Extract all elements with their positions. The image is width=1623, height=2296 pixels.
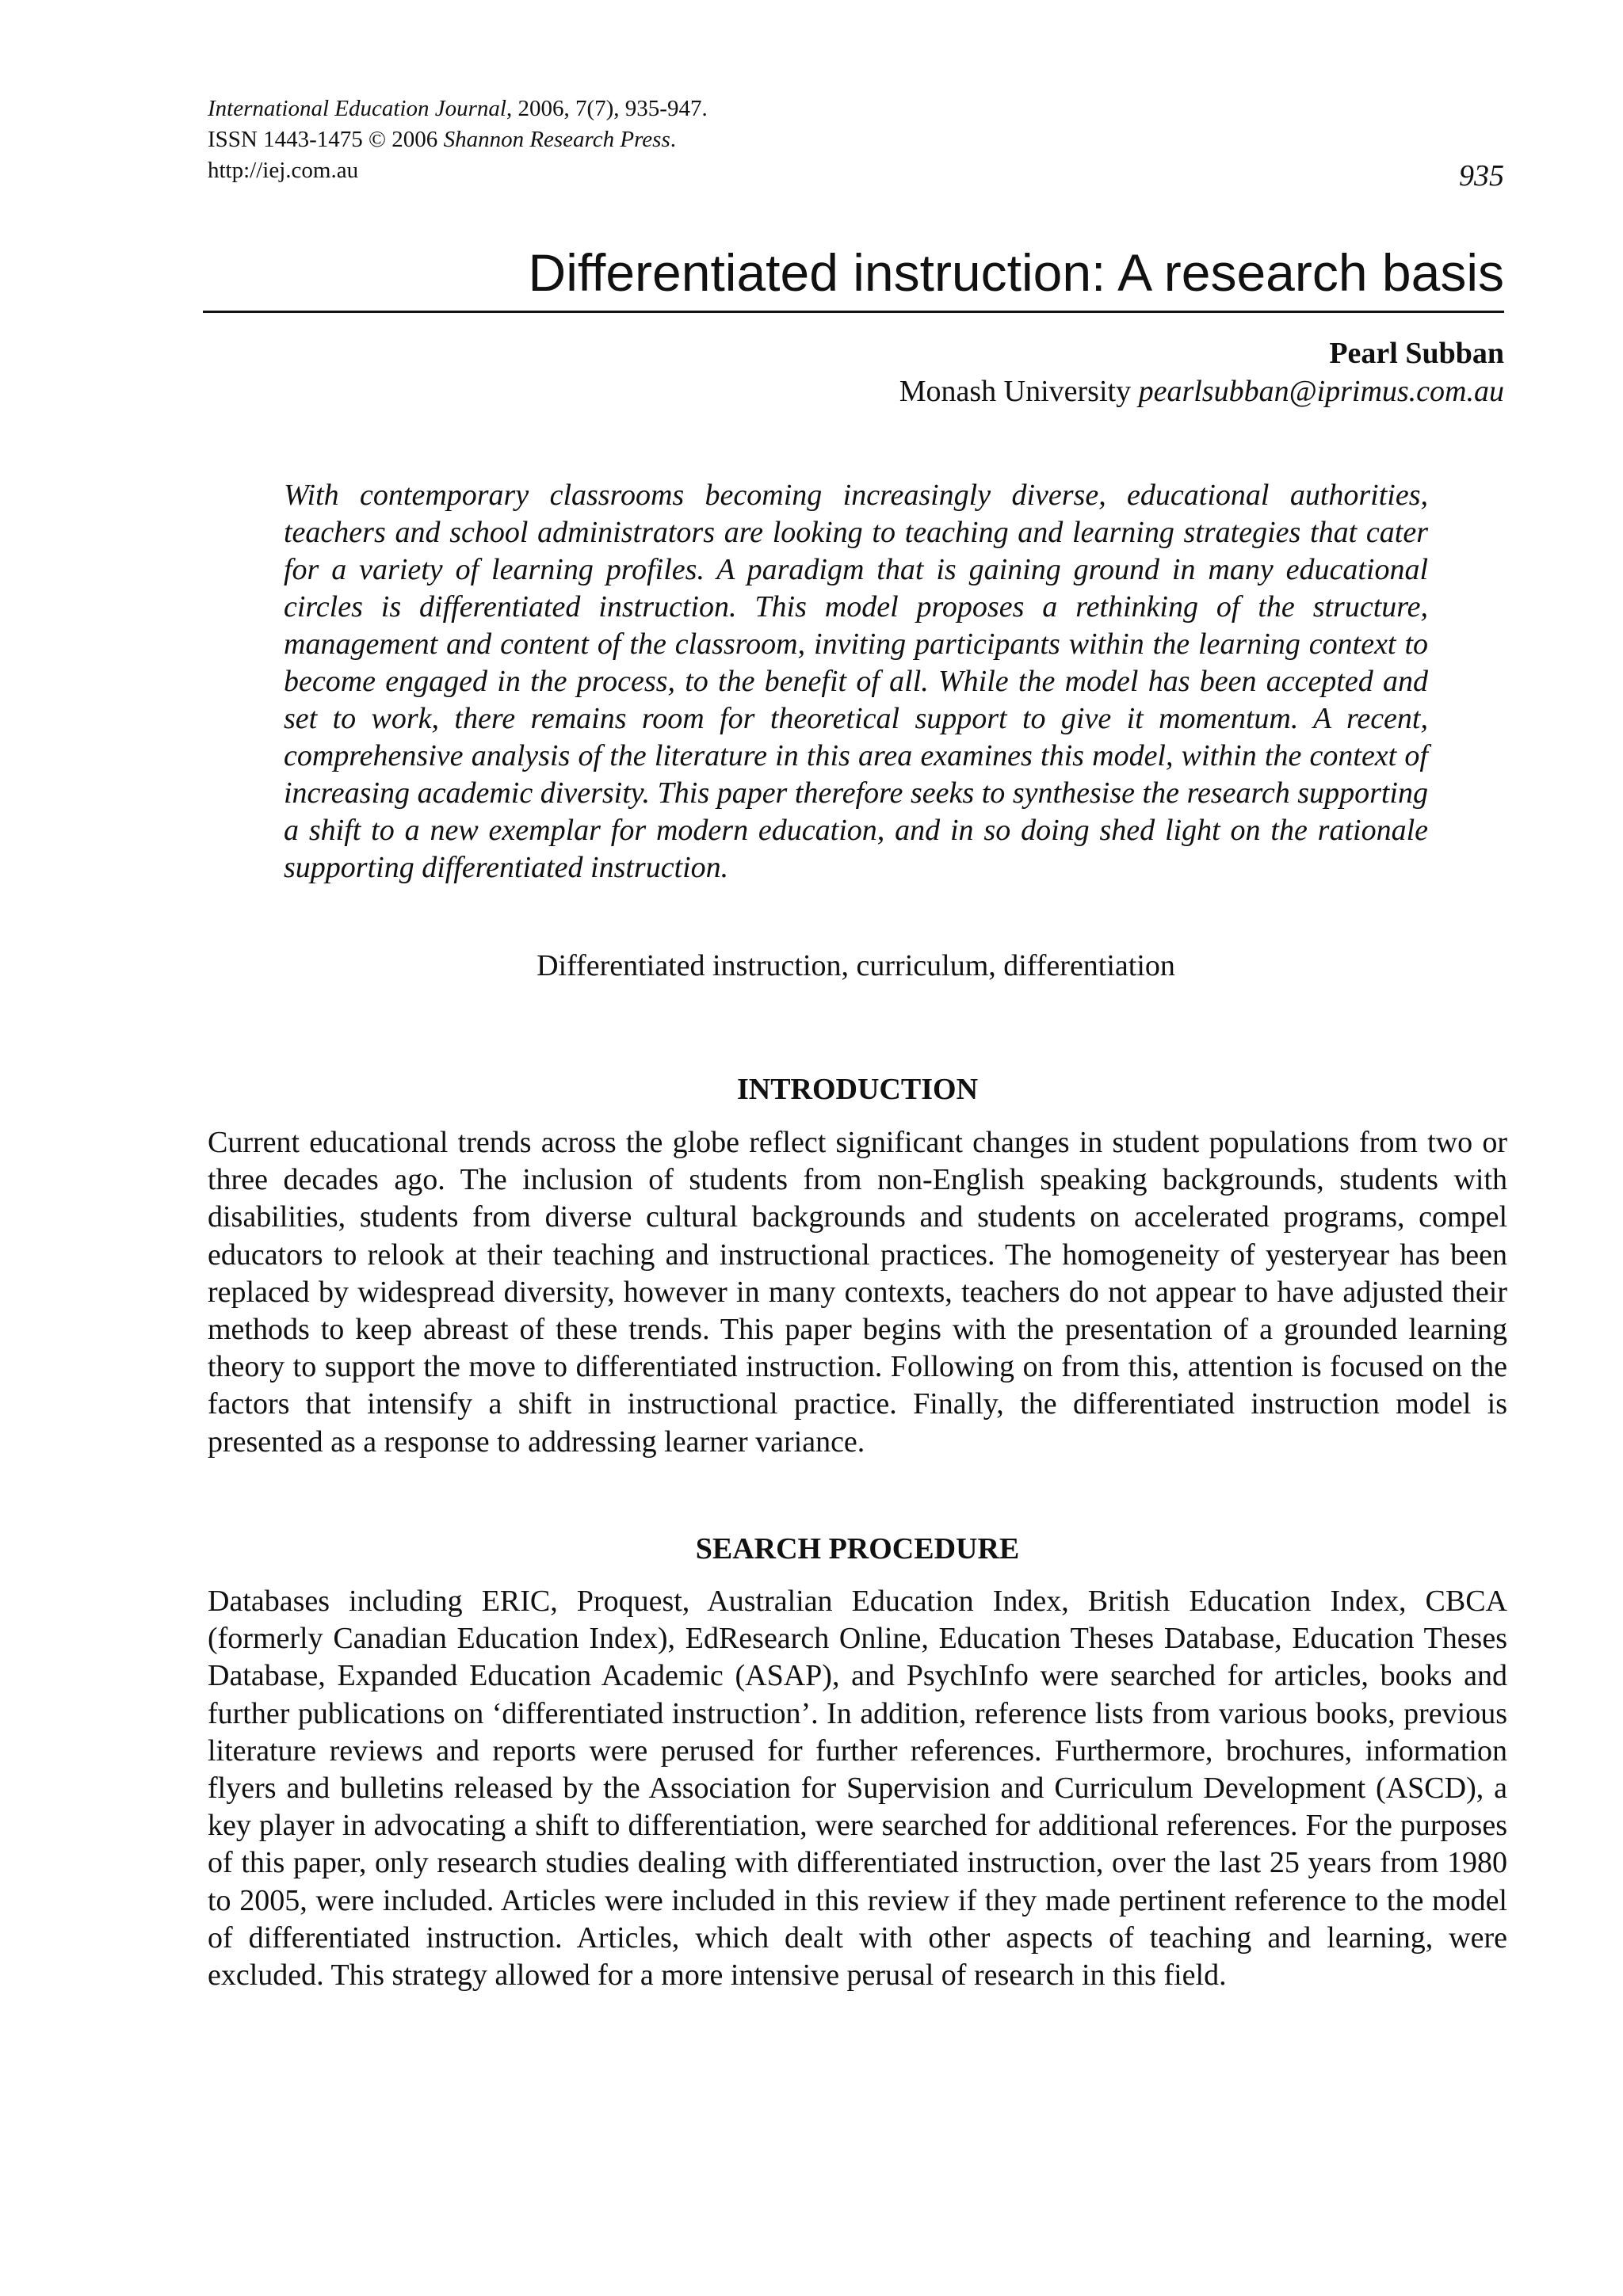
- author-name: Pearl Subban: [1329, 337, 1504, 370]
- issn-text: ISSN 1443-1475 © 2006: [208, 127, 444, 152]
- abstract: With contemporary classrooms becoming increasingly diverse, educational authorities, teachers and school administrators are looking to teaching and learning strategies that cater for a variety of learning profiles. A paradigm that is gaining ground in many educational circles is differentiated instruction. This model proposes a rethinking of the structure, management and content of the classroom, inviting participants within the learning context to become engaged in the process, to the benefit of all. While the model has been accepted and set to work, there remains room for theoretical support to give it momentum. A recent, comprehensive analysis of the literature in this area examines this model, within the context of increasing academic diversity. This paper therefore seeks to synthesise the research supporting a shift to a new exemplar for modern education, and in so doing shed light on the rationale supporting differentiated instruction.: [284, 479, 1428, 884]
- affiliation-text: Monash University: [899, 375, 1139, 408]
- journal-name: International Education Journal: [208, 96, 506, 121]
- author-affiliation: [899, 374, 1504, 409]
- section-body-search-procedure: Databases including ERIC, Proquest, Australian Education Index, British Education Index, CBCA (formerly Canadian Education Index), EdResearch Online, Education Theses Database, Education Theses Database, Expanded Education Academic (ASAP), and PsychInfo were searched for articles, books and further publications on ‘differentiated instruction’. In addition, reference lists from various books, previous literature reviews and reports were perused for further references. Furthermore, brochures, information flyers and bulletins released by the Association for Supervision and Curriculum Development (ASCD), a key player in advocating a shift to differentiation, were searched for additional references. For the purposes of this paper, only research studies dealing with differentiated instruction, over the last 25 years from 1980 to 2005, were included. Articles were included in this review if they made pertinent reference to the model of differentiated instruction. Articles, which dealt with other aspects of teaching and learning, were excluded. This strategy allowed for a more intensive perusal of research in this field.: [208, 1585, 1507, 1993]
- page-number: 935: [1459, 159, 1504, 193]
- section-heading-search-procedure: SEARCH PROCEDURE: [695, 1532, 1020, 1566]
- journal-url: http://iej.com.au: [208, 158, 359, 183]
- section-heading-introduction: INTRODUCTION: [736, 1073, 979, 1106]
- publisher-name: Shannon Research Press: [443, 127, 670, 152]
- journal-header: [208, 93, 1507, 186]
- section-body-introduction: Current educational trends across the globe reflect significant changes in student populations from two or three decades ago. The inclusion of students from non-English speaking backgrounds, students with disabilities, students from diverse cultural backgrounds and students on accelerated programs, compel educators to relook at their teaching and instructional practices. The homogeneity of yesteryear has been replaced by widespread diversity, however in many contexts, teachers do not appear to have adjusted their methods to keep abreast of these trends. This paper begins with the presentation of a grounded learning theory to support the move to differentiated instruction. Following on from this, attention is focused on the factors that intensify a shift in instructional practice. Finally, the differentiated instruction model is presented as a response to addressing learner variance.: [208, 1126, 1507, 1459]
- journal-citation: , 2006, 7(7), 935-947.: [506, 96, 708, 121]
- paper-title: Differentiated instruction: A research basis: [528, 243, 1504, 302]
- issn-line: [208, 124, 1507, 155]
- title-divider: [203, 311, 1504, 313]
- author-email: pearlsubban@iprimus.com.au: [1138, 375, 1504, 408]
- publisher-suffix: .: [670, 127, 677, 152]
- keywords: Differentiated instruction, curriculum, differentiation: [537, 949, 1175, 982]
- journal-citation-line: [208, 93, 1507, 124]
